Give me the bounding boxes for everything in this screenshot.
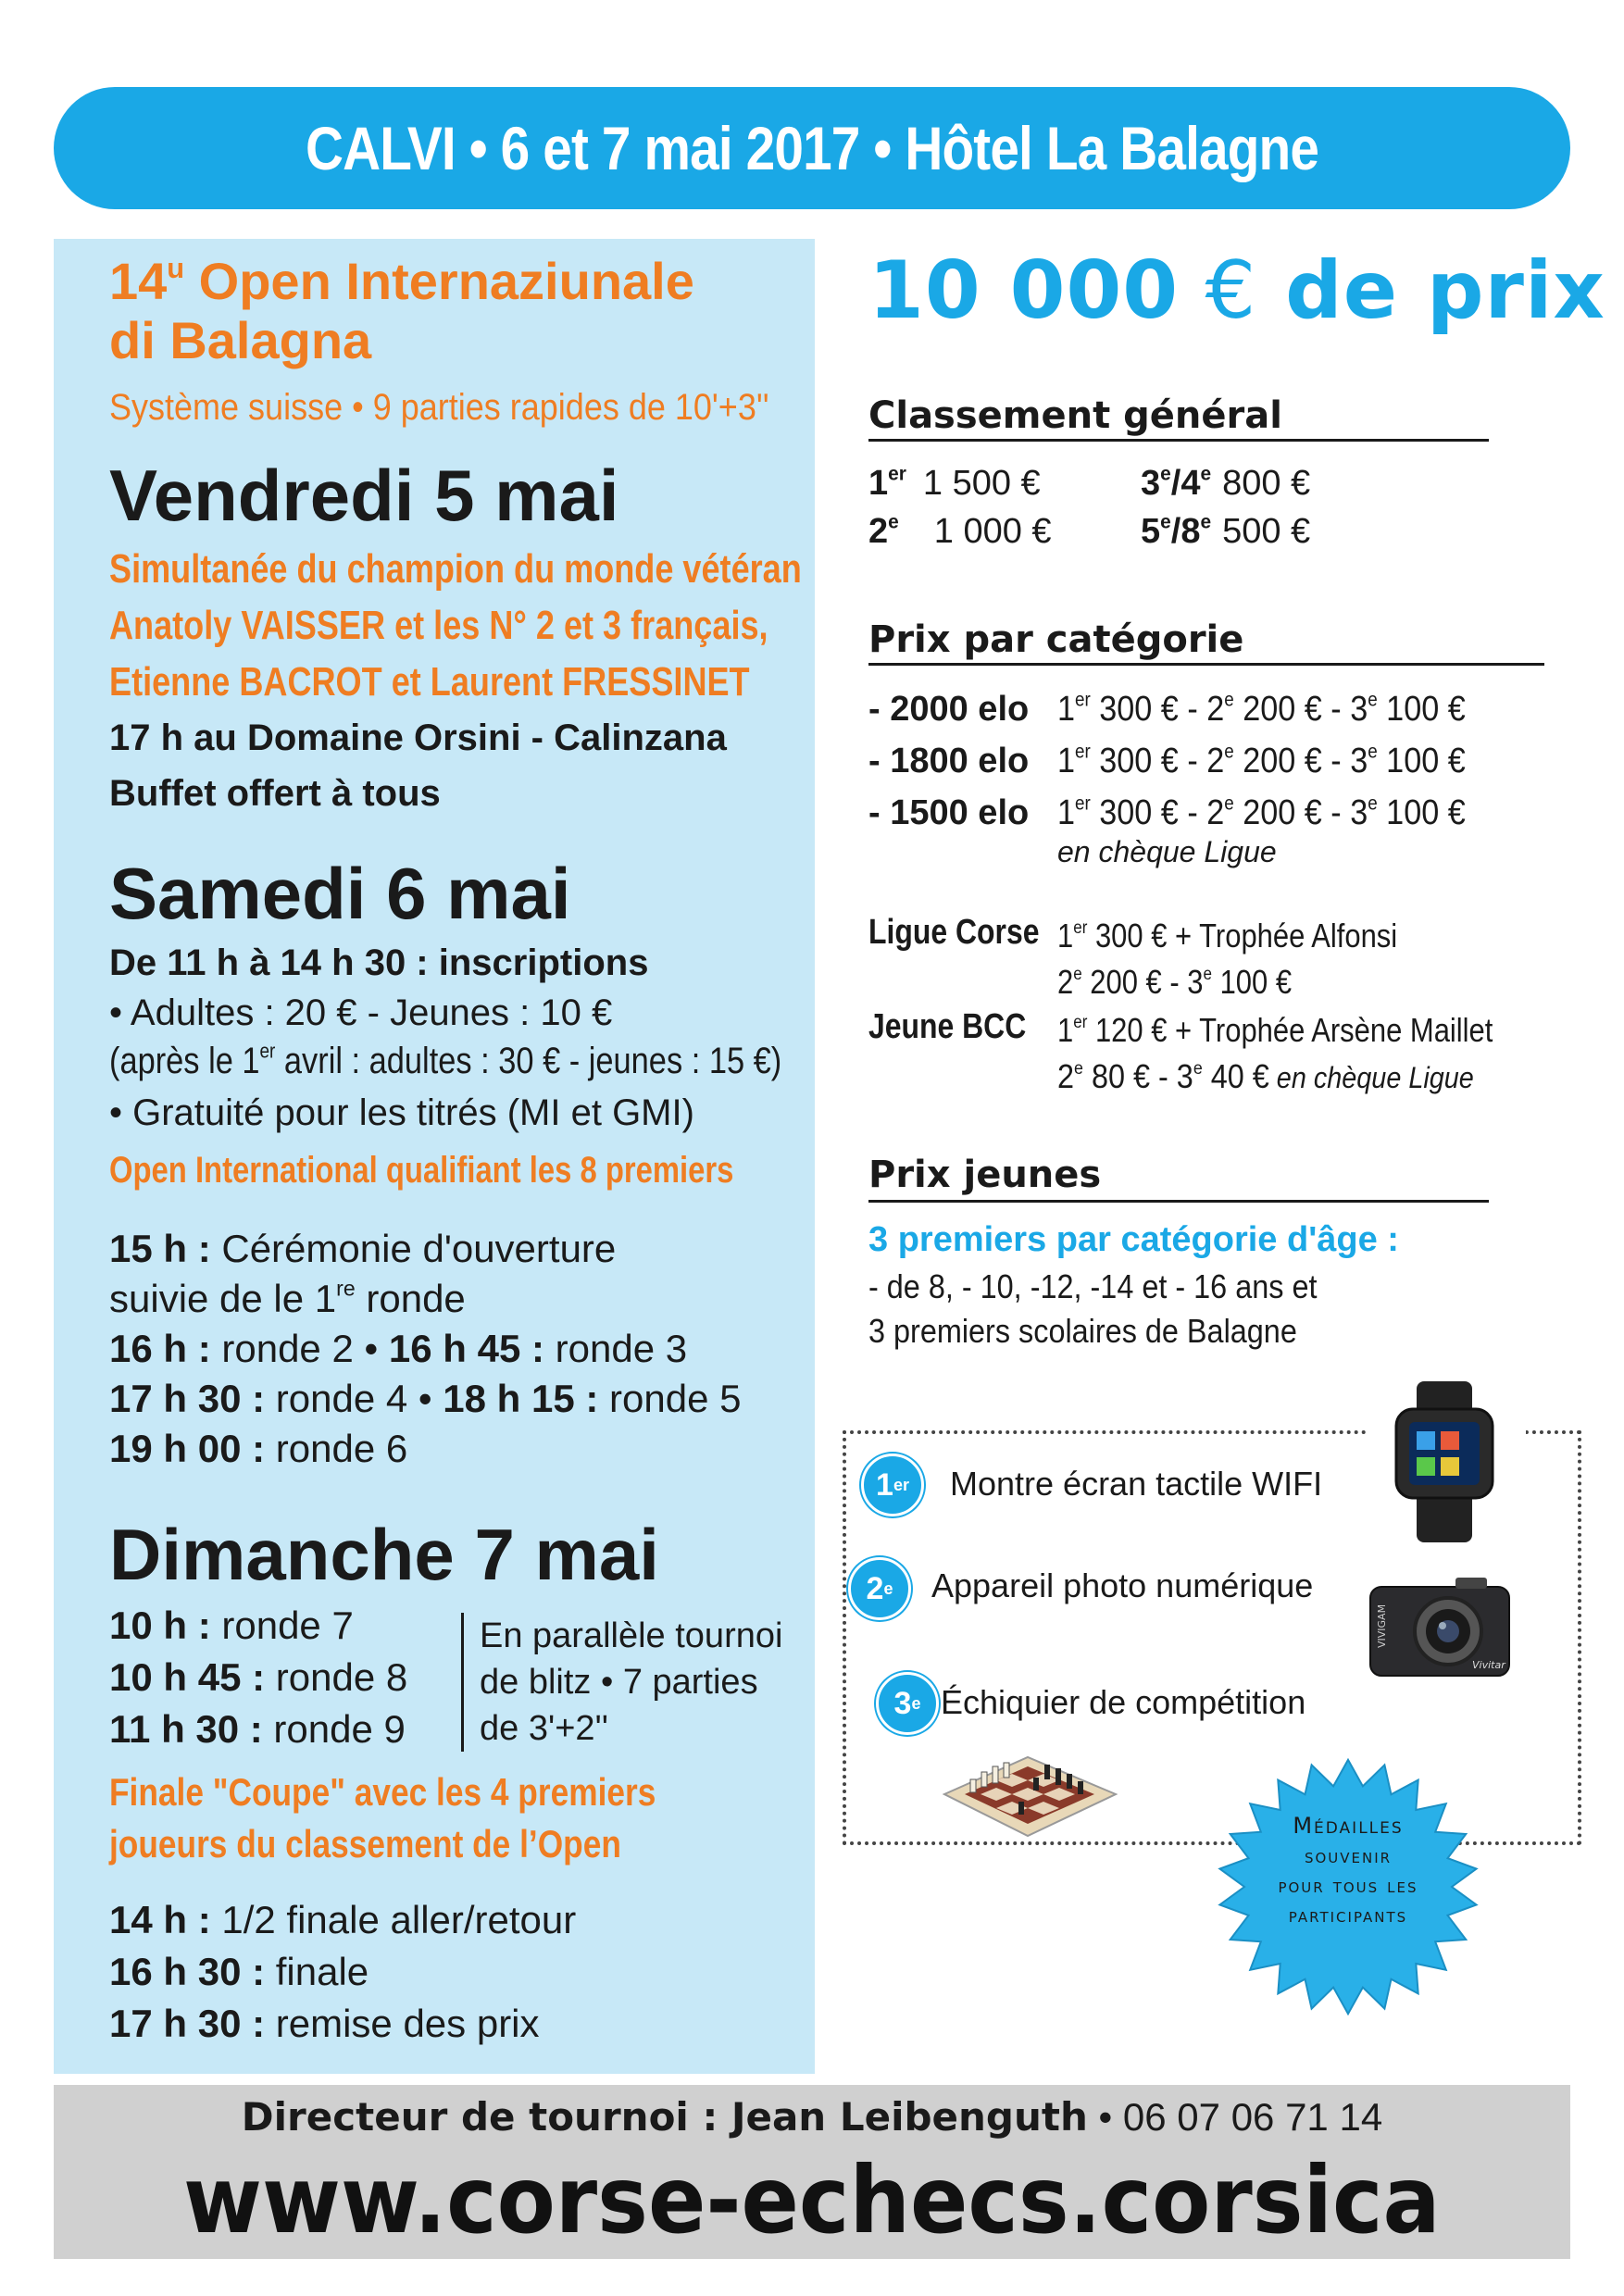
open-qualif: Open International qualifiant les 8 premiers <box>109 1150 734 1191</box>
prize-label-1: Montre écran tactile WIFI <box>950 1465 1323 1503</box>
general-prizes-right: 3e/4e 800 € 5e/8e 500 € <box>1141 463 1311 551</box>
saturday-schedule: 15 h : Cérémonie d'ouverture suivie de le 1re ronde 16 h : ronde 2 • 16 h 45 : ronde 3 17 h 30 : ronde 4 • 18 h 15 : ronde 5 19 h 00 : ronde 6 <box>109 1227 742 1470</box>
category-heading: Prix par catégorie <box>868 618 1244 661</box>
starburst-line3: pour tous les <box>1278 1875 1418 1898</box>
youth-subheading: 3 premiers par catégorie d'âge : <box>868 1220 1399 1259</box>
starburst-badge <box>1191 1757 1505 2026</box>
titled-free: • Gratuité pour les titrés (MI et GMI) <box>109 1092 694 1133</box>
header-banner <box>54 87 1570 209</box>
youth-details: - de 8, - 10, -12, -14 et - 16 ans et 3 premiers scolaires de Balagne <box>868 1267 1318 1350</box>
camera-image <box>1363 1574 1520 1685</box>
prize-badge-1: 1 er <box>861 1454 924 1516</box>
prize-label-2: Appareil photo numérique <box>931 1566 1314 1604</box>
smartwatch-image <box>1370 1381 1518 1544</box>
event-title-sup: u <box>167 251 185 284</box>
registration-hours: De 11 h à 14 h 30 : inscriptions <box>109 942 649 983</box>
camera-brand: Vivitar <box>1472 1659 1505 1671</box>
late-fees: (après le 1er avril : adultes : 30 € - jeunes : 15 €) <box>109 1039 782 1081</box>
youth-heading: Prix jeunes <box>868 1154 1102 1196</box>
entry-fees: • Adultes : 20 € - Jeunes : 10 € <box>109 992 613 1033</box>
blitz-note: En parallèle tournoi de blitz • 7 parties de 3'+2'' <box>480 1616 783 1748</box>
category-row-label: - 1500 elo <box>868 793 1030 832</box>
cheque-note: en chèque Ligue <box>1057 835 1277 868</box>
category-prizes: 1er 300 € - 2e 200 € - 3e 100 € 1er 300 € - 2e 200 € - 3e 100 € 1er 300 € - 2e 200 € - 3e 100 € <box>1057 689 1466 832</box>
director-name: Directeur de tournoi : Jean Leibenguth <box>241 2094 1088 2140</box>
cup-final: Finale "Coupe" avec les 4 premiers joueurs du classement de l’Open <box>109 1770 656 1866</box>
friday-title: Vendredi 5 mai <box>109 455 619 536</box>
sunday-title: Dimanche 7 mai <box>109 1514 659 1595</box>
event-title-text: Open Internaziunale <box>184 252 694 310</box>
simul-description: Simultanée du champion du monde vétéran Anatoly VAISSER et les N° 2 et 3 français, Etienne BACROT et Laurent FRESSINET <box>109 546 802 705</box>
category-rule <box>868 663 1544 666</box>
prize-label-3: Échiquier de compétition <box>941 1683 1306 1721</box>
youth-rule <box>868 1200 1489 1203</box>
category-row-label: - 1800 elo <box>868 742 1030 780</box>
general-prizes-left: 1er 1 500 € 2e 1 000 € <box>868 463 1052 551</box>
starburst-line4: participants <box>1288 1904 1408 1928</box>
chessboard-image <box>926 1729 1130 1850</box>
general-heading: Classement général <box>868 394 1282 437</box>
simul-venue: 17 h au Domaine Orsini - Calinzana Buffet offert à tous <box>109 718 727 814</box>
event-title-number: 14 <box>109 252 168 310</box>
sunday-rounds: 10 h : ronde 7 10 h 45 : ronde 8 11 h 30 : ronde 9 <box>109 1603 408 1751</box>
ligue-prizes: 1er 300 € + Trophée Alfonsi 2e 200 € - 3e 100 € <box>1057 917 1398 1001</box>
ligue-label: Ligue Corse <box>868 913 1040 952</box>
director-line <box>0 2094 1624 2140</box>
category-row-label: - 2000 elo <box>868 690 1030 729</box>
category-labels <box>868 683 1029 839</box>
saturday-title: Samedi 6 mai <box>109 853 571 934</box>
blitz-divider <box>461 1613 464 1752</box>
starburst-line2: souvenir <box>1304 1845 1393 1868</box>
general-rule <box>868 439 1489 442</box>
director-phone: • 06 07 06 71 14 <box>1087 2095 1383 2139</box>
event-title-line2: di Balagna <box>109 311 372 369</box>
website-link[interactable]: www.corse-echecs.corsica <box>183 2146 1441 2254</box>
total-prize: 10 000 € de prix <box>868 244 1605 337</box>
header-title: CALVI • 6 et 7 mai 2017 • Hôtel La Balagne <box>305 114 1318 182</box>
prize-badge-3: 3 e <box>876 1672 939 1735</box>
starburst-line1: Médailles <box>1293 1813 1404 1839</box>
jeune-label: Jeune BCC <box>868 1007 1027 1046</box>
jeune-prizes: 1er 120 € + Trophée Arsène Maillet 2e 80 € - 3e 40 € en chèque Ligue <box>1057 1011 1493 1095</box>
final-schedule: 14 h : 1/2 finale aller/retour 16 h 30 : finale 17 h 30 : remise des prix <box>109 1898 577 2045</box>
event-title <box>109 252 694 370</box>
prize-badge-2: 2 e <box>848 1557 911 1620</box>
tournament-format: Système suisse • 9 parties rapides de 10'+3'' <box>109 387 769 428</box>
camera-side-label: VIVIGAM <box>1376 1603 1388 1648</box>
